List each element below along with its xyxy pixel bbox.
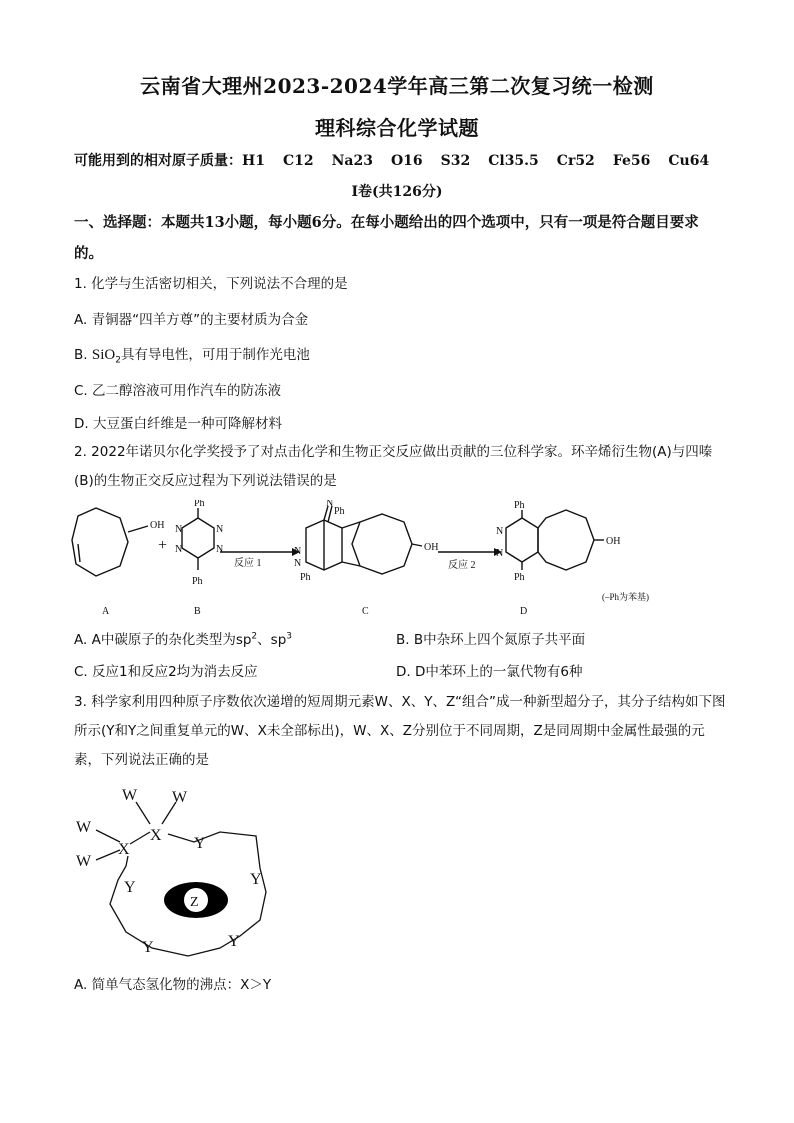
mass-item: Cu64 <box>668 153 710 169</box>
label-oh: OH <box>424 542 439 553</box>
exam-subtitle: 理科综合化学试题 <box>315 116 479 140</box>
atom-y: Y <box>194 835 206 852</box>
label-n: N <box>496 526 504 537</box>
reaction-2-label: 反应 2 <box>448 560 476 571</box>
label-n: N <box>294 558 302 569</box>
atom-x: X <box>118 841 130 858</box>
compound-label-a: A <box>102 606 110 617</box>
mass-item: Cr52 <box>556 153 595 169</box>
label-ph: Ph <box>514 500 525 511</box>
plus-sign: + <box>158 537 168 554</box>
mass-item: Cl35.5 <box>488 153 539 169</box>
q1-option-b-prefix: B. <box>74 347 92 363</box>
label-n: N <box>326 500 334 509</box>
label-n: N <box>175 544 183 555</box>
q1-option-d: D. 大豆蛋白纤维是一种可降解材料 <box>74 416 282 432</box>
label-ph: Ph <box>194 500 205 509</box>
q2-option-c: C. 反应1和反应2均为消去反应 <box>74 664 258 680</box>
atom-x: X <box>150 827 162 844</box>
compound-label-c: C <box>362 606 369 617</box>
mass-item: Na23 <box>331 153 373 169</box>
label-n: N <box>216 544 224 555</box>
q1-option-b <box>74 343 310 366</box>
atom-w: W <box>76 819 92 836</box>
label-oh: OH <box>150 520 165 531</box>
ring-b <box>182 518 214 558</box>
label-n: N <box>294 546 302 557</box>
section-heading: 一、选择题：本题共13小题，每小题6分。在每小题给出的四个选项中，只有一项是符合题目要求的。 <box>74 214 699 262</box>
atom-w: W <box>122 787 138 804</box>
label-ph: Ph <box>300 572 311 583</box>
atomic-masses-label: 可能用到的相对原子质量： <box>74 153 242 169</box>
q3-stem: 3. 科学家利用四种原子序数依次递增的短周期元素W、X、Y、Z“组合”成一种新型超分子，其分子结构如下图所示(Y和Y之间重复单元的W、X未全部标出)，W、X、Z分别位于不同周期，Z是同周期中金属性最强的元素，下列说法正确的是 <box>74 694 726 768</box>
ring-c <box>352 514 412 574</box>
q1-option-b-formula: SiO <box>91 347 116 363</box>
q3-option-a: A. 简单气态氢化物的沸点：X＞Y <box>74 977 272 993</box>
atom-w: W <box>172 789 188 806</box>
atom-y: Y <box>124 879 136 896</box>
q1-option-b-text: 具有导电性，可用于制作光电池 <box>120 347 310 363</box>
ring-d-hetero <box>506 518 538 562</box>
label-ph: Ph <box>334 506 345 517</box>
q2-option-b: B. B中杂环上四个氮原子共平面 <box>396 632 586 648</box>
compound-label-d: D <box>520 606 528 617</box>
label-oh: OH <box>606 536 621 547</box>
label-ph: Ph <box>514 572 525 583</box>
mass-item: Fe56 <box>612 153 651 169</box>
label-n: N <box>175 524 183 535</box>
q2-option-a-mid: 、sp <box>257 632 287 648</box>
q2-option-a <box>74 628 292 648</box>
atomic-masses <box>74 150 727 170</box>
atom-w: W <box>76 853 92 870</box>
atom-z: Z <box>190 895 199 910</box>
exam-title: 云南省大理州2023-2024学年高三第二次复习统一检测 <box>140 74 654 98</box>
mass-item: O16 <box>390 153 423 169</box>
atom-y: Y <box>250 871 262 888</box>
q2-option-d: D. D中苯环上的一氯代物有6种 <box>396 664 583 680</box>
volume-heading: I卷(共126分) <box>351 184 443 200</box>
ring-d-carbo <box>538 510 594 570</box>
q1-stem: 1. 化学与生活密切相关，下列说法不合理的是 <box>74 276 348 292</box>
q3-supramolecule-figure <box>70 780 300 970</box>
q2-stem: 2. 2022年诺贝尔化学奖授予了对点击化学和生物正交反应做出贡献的三位科学家。环辛烯衍生物(A)与四嗪(B)的生物正交反应过程为下列说法错误的是 <box>74 444 713 489</box>
atom-y: Y <box>228 933 240 950</box>
q1-option-b-subscript: 2 <box>115 355 121 366</box>
atom-y: Y <box>142 939 154 956</box>
compound-label-b: B <box>194 606 201 617</box>
q2-reaction-figure <box>70 500 730 620</box>
reaction-1-label: 反应 1 <box>234 558 262 569</box>
q1-option-c: C. 乙二醇溶液可用作汽车的防冻液 <box>74 383 282 399</box>
q2-option-a-sup: 2 <box>251 631 258 642</box>
label-ph: Ph <box>192 576 203 587</box>
mass-item: S32 <box>440 153 471 169</box>
mass-item: H1 <box>242 153 265 169</box>
label-n: N <box>216 524 224 535</box>
ring-a <box>72 508 128 576</box>
q2-option-a-text: A. A中碳原子的杂化类型为sp <box>74 632 252 648</box>
q1-option-a: A. 青铜器“四羊方尊”的主要材质为合金 <box>74 312 309 328</box>
phenyl-note: (–Ph为苯基) <box>602 592 649 602</box>
mass-item: C12 <box>282 153 314 169</box>
q2-option-a-sup: 3 <box>286 631 292 642</box>
label-n: N <box>496 548 504 559</box>
